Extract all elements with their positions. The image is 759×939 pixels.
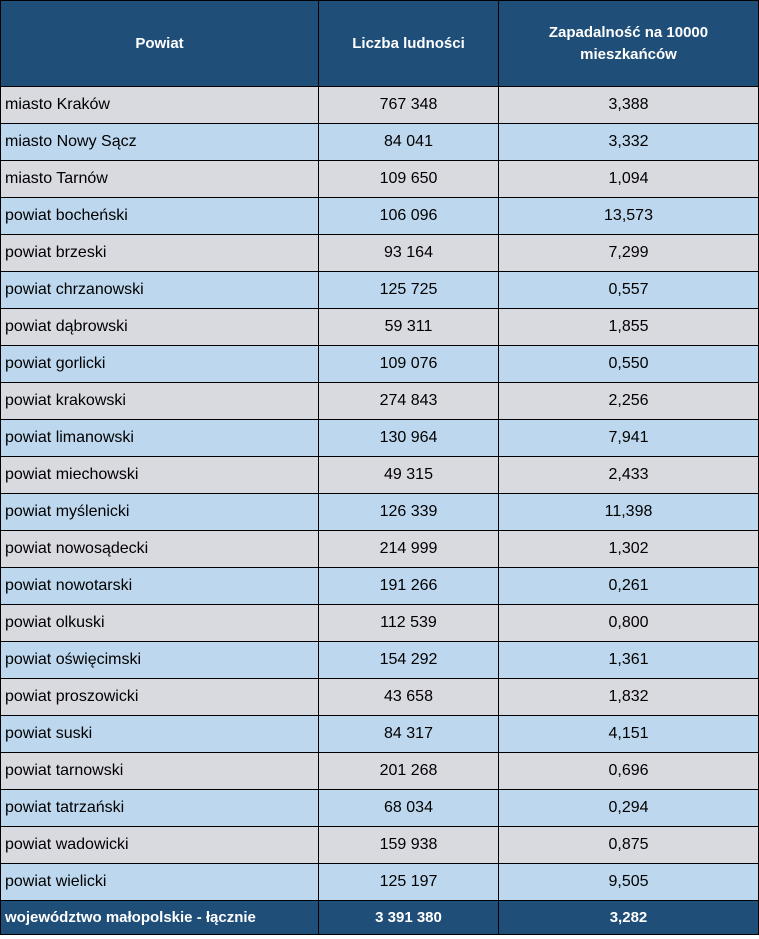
cell-population: 154 292 — [319, 642, 499, 679]
cell-population: 49 315 — [319, 457, 499, 494]
table-row — [1, 568, 759, 605]
cell-incidence: 7,941 — [499, 420, 759, 457]
cell-powiat: powiat suski — [1, 716, 319, 753]
cell-population: 84 317 — [319, 716, 499, 753]
table-row — [1, 309, 759, 346]
cell-powiat: powiat limanowski — [1, 420, 319, 457]
cell-incidence: 0,800 — [499, 605, 759, 642]
cell-incidence: 9,505 — [499, 864, 759, 901]
cell-incidence: 1,855 — [499, 309, 759, 346]
total-population: 3 391 380 — [319, 901, 499, 935]
cell-population: 125 725 — [319, 272, 499, 309]
cell-population: 125 197 — [319, 864, 499, 901]
cell-incidence: 2,433 — [499, 457, 759, 494]
cell-population: 214 999 — [319, 531, 499, 568]
cell-powiat: miasto Kraków — [1, 87, 319, 124]
cell-powiat: powiat gorlicki — [1, 346, 319, 383]
cell-incidence: 1,832 — [499, 679, 759, 716]
cell-incidence: 0,261 — [499, 568, 759, 605]
cell-incidence: 3,388 — [499, 87, 759, 124]
table-row — [1, 827, 759, 864]
table-row — [1, 494, 759, 531]
table-row — [1, 864, 759, 901]
total-row — [1, 901, 759, 935]
cell-powiat: powiat oświęcimski — [1, 642, 319, 679]
cell-powiat: powiat nowotarski — [1, 568, 319, 605]
cell-population: 191 266 — [319, 568, 499, 605]
cell-incidence: 0,294 — [499, 790, 759, 827]
cell-powiat: powiat krakowski — [1, 383, 319, 420]
cell-incidence: 1,302 — [499, 531, 759, 568]
table-row — [1, 642, 759, 679]
cell-powiat: miasto Tarnów — [1, 161, 319, 198]
table-row — [1, 790, 759, 827]
cell-powiat: powiat wielicki — [1, 864, 319, 901]
cell-population: 126 339 — [319, 494, 499, 531]
cell-powiat: powiat wadowicki — [1, 827, 319, 864]
cell-incidence: 0,875 — [499, 827, 759, 864]
cell-incidence: 3,332 — [499, 124, 759, 161]
cell-population: 112 539 — [319, 605, 499, 642]
cell-population: 106 096 — [319, 198, 499, 235]
cell-incidence: 1,361 — [499, 642, 759, 679]
total-label: województwo małopolskie - łącznie — [1, 901, 319, 935]
cell-incidence: 11,398 — [499, 494, 759, 531]
cell-powiat: powiat brzeski — [1, 235, 319, 272]
cell-population: 93 164 — [319, 235, 499, 272]
cell-incidence: 13,573 — [499, 198, 759, 235]
cell-population: 84 041 — [319, 124, 499, 161]
table-row — [1, 161, 759, 198]
cell-powiat: powiat bocheński — [1, 198, 319, 235]
column-header-population: Liczba ludności — [319, 1, 499, 87]
cell-population: 59 311 — [319, 309, 499, 346]
cell-powiat: powiat dąbrowski — [1, 309, 319, 346]
cell-powiat: powiat olkuski — [1, 605, 319, 642]
cell-population: 767 348 — [319, 87, 499, 124]
table-row — [1, 716, 759, 753]
cell-powiat: miasto Nowy Sącz — [1, 124, 319, 161]
cell-population: 274 843 — [319, 383, 499, 420]
table-row — [1, 272, 759, 309]
cell-population: 109 650 — [319, 161, 499, 198]
column-header-incidence: Zapadalność na 10000 mieszkańców — [499, 1, 759, 87]
total-incidence: 3,282 — [499, 901, 759, 935]
cell-powiat: powiat myślenicki — [1, 494, 319, 531]
table-row — [1, 420, 759, 457]
table-row — [1, 124, 759, 161]
cell-incidence: 0,550 — [499, 346, 759, 383]
cell-population: 130 964 — [319, 420, 499, 457]
table-row — [1, 235, 759, 272]
table-row — [1, 457, 759, 494]
cell-powiat: powiat chrzanowski — [1, 272, 319, 309]
cell-incidence: 7,299 — [499, 235, 759, 272]
cell-incidence: 0,696 — [499, 753, 759, 790]
header-row — [1, 1, 759, 87]
cell-population: 159 938 — [319, 827, 499, 864]
cell-population: 109 076 — [319, 346, 499, 383]
cell-powiat: powiat tarnowski — [1, 753, 319, 790]
cell-powiat: powiat miechowski — [1, 457, 319, 494]
cell-incidence: 1,094 — [499, 161, 759, 198]
cell-population: 68 034 — [319, 790, 499, 827]
cell-incidence: 0,557 — [499, 272, 759, 309]
cell-population: 201 268 — [319, 753, 499, 790]
cell-powiat: powiat nowosądecki — [1, 531, 319, 568]
table-row — [1, 346, 759, 383]
table-row — [1, 531, 759, 568]
table-row — [1, 198, 759, 235]
column-header-powiat: Powiat — [1, 1, 319, 87]
table-row — [1, 383, 759, 420]
table-row — [1, 605, 759, 642]
table-row — [1, 679, 759, 716]
cell-incidence: 4,151 — [499, 716, 759, 753]
table-row — [1, 753, 759, 790]
cell-incidence: 2,256 — [499, 383, 759, 420]
cell-population: 43 658 — [319, 679, 499, 716]
cell-powiat: powiat proszowicki — [1, 679, 319, 716]
table-row — [1, 87, 759, 124]
cell-powiat: powiat tatrzański — [1, 790, 319, 827]
